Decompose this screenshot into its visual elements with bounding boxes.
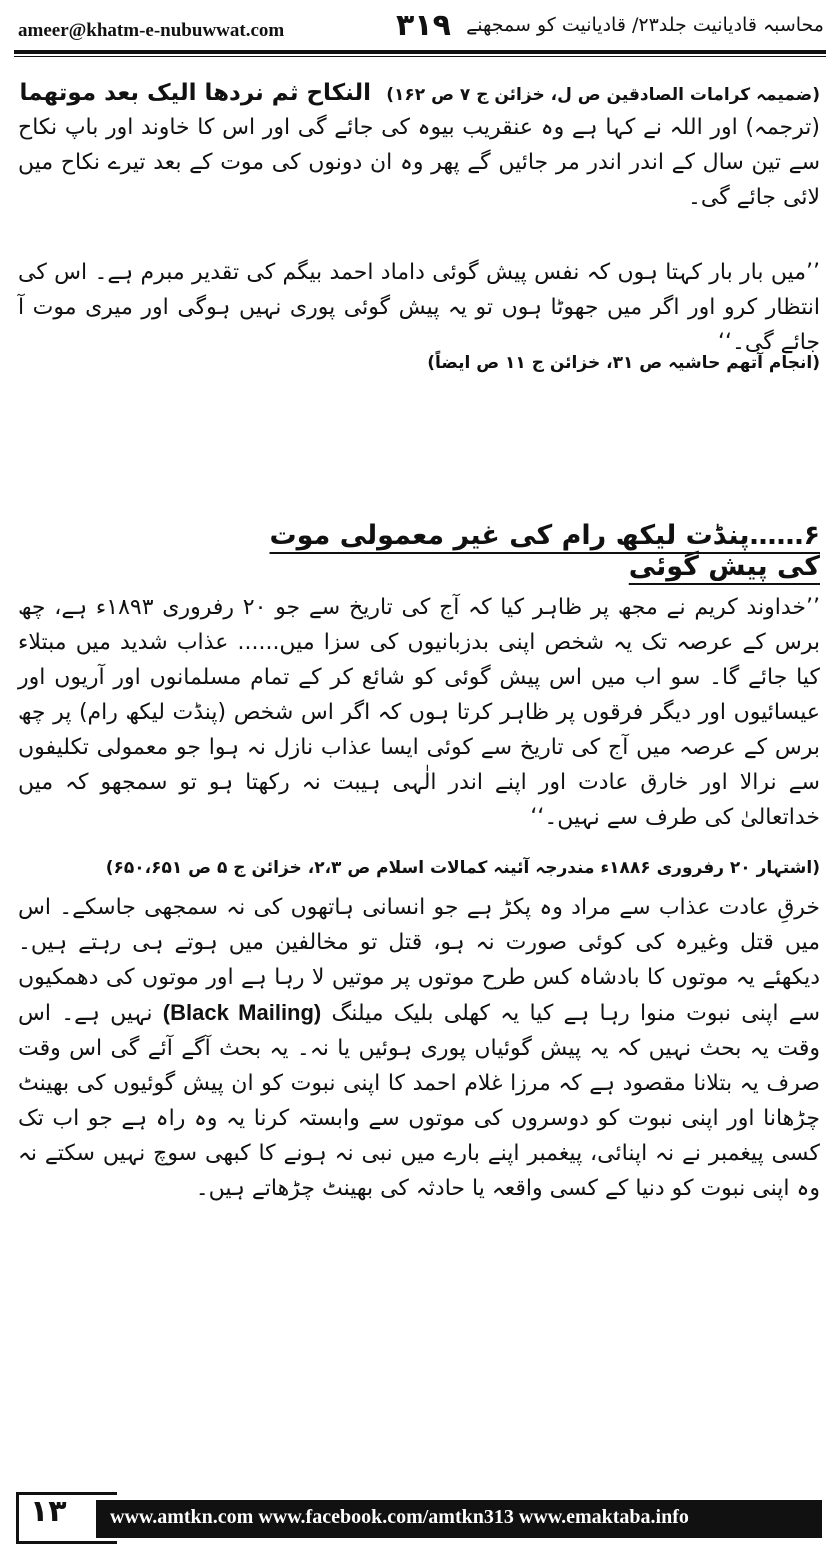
- reference-karamat: (ضمیمہ کرامات الصادقین ص ل، خزائن ج ۷ ص ۱۶۲): [386, 85, 820, 105]
- header-book-title: محاسبہ قادیانیت جلد۲۳/ قادیانیت کو سمجھنے: [466, 14, 824, 36]
- translation-paragraph: (ترجمہ) اور اللہ نے کہا ہے وہ عنقریب بیوہ کی جائے گی اور اس کا خاوند اور باپ نکاح سے تین سال کے اندر اندر مر جائیں گے پھر وہ ان دونوں کی موت کے بعد تیرے نکاح میں لائی جائے گی۔: [18, 115, 820, 210]
- prophecy-paragraph: ’’خداوند کریم نے مجھ پر ظاہر کیا کہ آج کی تاریخ سے جو ۲۰ رفروری ۱۸۹۳ء ہے، چھ برس کے عرصہ تک یہ شخص اپنی بدزبانیوں کی سزا میں...... عذاب شدید میں مبتلاء کیا جائے گا۔ سو اب میں اس پیش گوئی کو شائع کر کے تمام مسلمانوں اور آریوں اور عیسائیوں اور دیگر فرقوں پر ظاہر کرتا ہوں کہ اگر اس شخص (پنڈت لیکھ رام) پر چھ برس کے عرصہ میں آج کی تاریخ سے کوئی ایسا عذاب نازل نہ ہوا جو معمولی تکلیفوں سے نرالا اور خارق عادت اور اپنے اندر الٰہی ہیبت نہ رکھتا ہو تو سمجھو کہ میں خداتعالیٰ کی طرف سے نہیں۔‘‘: [18, 595, 821, 830]
- black-mailing-english: (Black Mailing): [162, 1000, 322, 1025]
- header-email: ameer@khatm-e-nubuwwat.com: [18, 20, 285, 41]
- header-rule: [14, 50, 826, 57]
- header-page-number: ۳۱۹: [396, 8, 451, 43]
- commentary-paragraph: [18, 890, 820, 1206]
- arabic-quote: النکاح ثم نردھا الیک بعد موتھما: [19, 80, 371, 106]
- section-heading: ۶……پنڈت لیکھ رام کی غیر معمولی موت کی پیش گوئی: [269, 520, 820, 582]
- quote-paragraph-1: ’’میں بار بار کہتا ہوں کہ نفس پیش گوئی داماد احمد بیگم کی تقدیر مبرم ہے۔ اس کی انتظار کرو اور اگر میں جھوٹا ہوں تو یہ پیش گوئی پوری نہیں ہوگی اور میری موت آ جائے گی۔‘‘: [18, 260, 820, 355]
- commentary-part-1: خرقِ عادت عذاب سے مراد وہ پکڑ ہے جو انسانی ہاتھوں کی نہ سمجھی جاسکے۔ اس میں قتل وغیرہ کی کوئی صورت نہ ہو، قتل تو مخالفین میں ہوتے ہی رہتے ہیں۔ دیکھئے یہ موتوں کا بادشاہ کس طرح موتوں پر موتیں لا رہا ہے اور موتوں کی دھمکیوں سے اپنی نبوت منوا رہا ہے کیا یہ کھلی بلیک میلنگ: [18, 895, 821, 1026]
- reference-ishtihar: (اشتہار ۲۰ رفروری ۱۸۸۶ء مندرجہ آئینہ کمالات اسلام ص ۲،۳، خزائن ج ۵ ص ۶۵۰،۶۵۱): [105, 858, 820, 878]
- footer-links[interactable]: www.amtkn.com www.facebook.com/amtkn313 www.emaktaba.info: [110, 1506, 689, 1528]
- page-footer: [0, 1484, 840, 1540]
- reference-anjam-atham: (انجام آتھم حاشیہ ص ۳۱، خزائن ج ۱۱ ص ایضاً): [427, 353, 820, 373]
- commentary-part-2: نہیں ہے۔ اس وقت یہ بحث نہیں کہ یہ پیش گوئیاں پوری ہوئیں یا نہ۔ یہ بحث آگے آئے گی اس وقت صرف یہ بتلانا مقصود ہے کہ مرزا غلام احمد کا اپنی نبوت کو ان پیش گوئیوں کی بھینٹ چڑھانا اور اپنی نبوت کو دوسروں کی موتوں سے وابستہ کرنا یہ وہ راہ ہے جو اب تک کسی پیغمبر نے نہ اپنائی، پیغمبر اپنے بارے میں نبی نہ ہونے کا کبھی سوچ نہیں سکتے نہ وہ اپنی نبوت کو دنیا کے کسی واقعہ یا حادثہ کی بھینٹ چڑھاتے ہیں۔: [18, 1001, 820, 1201]
- page-header: [14, 6, 826, 50]
- footer-page-number: ۱۳: [30, 1494, 67, 1529]
- arabic-line-block: [18, 80, 820, 108]
